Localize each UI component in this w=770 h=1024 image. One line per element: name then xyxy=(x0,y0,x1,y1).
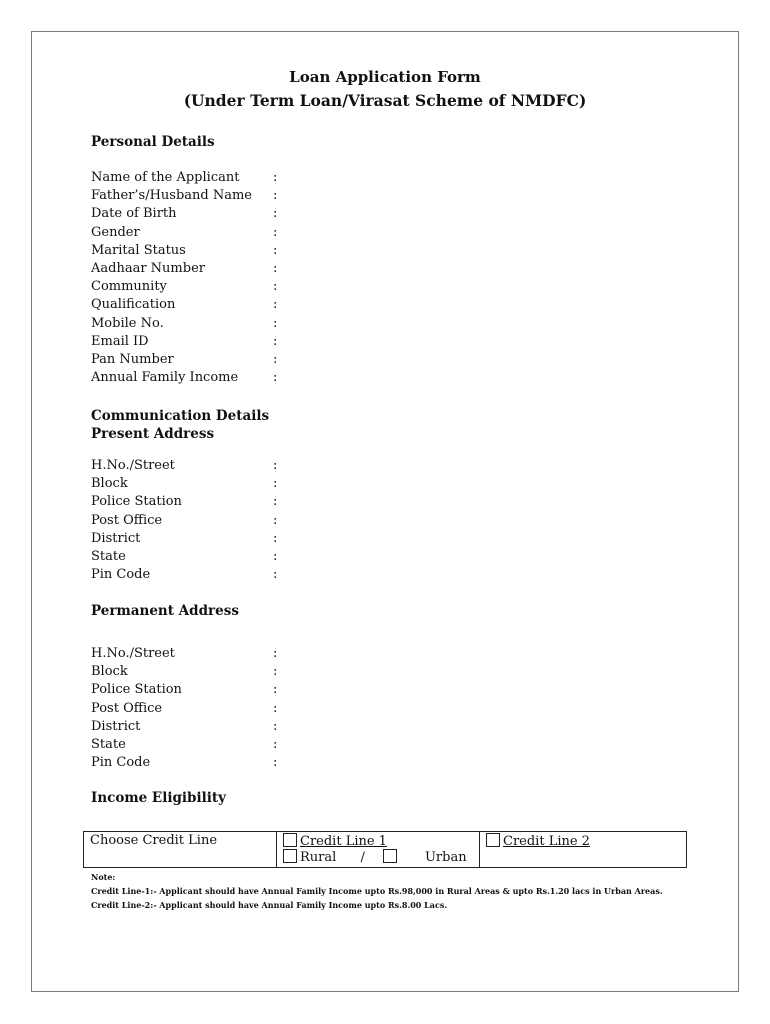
form-subtitle: (Under Term Loan/Virasat Scheme of NMDFC) xyxy=(183,91,587,110)
permanent-address-field-label: Pin Code xyxy=(91,755,151,771)
personal-field-label: Marital Status xyxy=(91,242,186,258)
personal-field-value-field[interactable] xyxy=(286,369,666,385)
rural-label: Rural xyxy=(300,850,337,865)
present-address-field-label: H.No./Street xyxy=(91,458,175,473)
present-address-field-row xyxy=(91,566,278,584)
permanent-address-field-label: State xyxy=(91,736,126,752)
personal-field-row xyxy=(91,224,278,242)
present-address-field-value-field[interactable] xyxy=(286,475,666,491)
present-address-field-value-field[interactable] xyxy=(286,530,666,546)
permanent-address-field-colon: : xyxy=(273,736,278,752)
personal-field-label: Pan Number xyxy=(91,351,174,367)
personal-field-row xyxy=(91,296,278,314)
personal-field-colon: : xyxy=(273,315,278,331)
permanent-address-field-label: H.No./Street xyxy=(91,646,175,661)
personal-field-row xyxy=(91,333,278,351)
personal-field-value-field[interactable] xyxy=(286,333,666,349)
present-address-field-colon: : xyxy=(273,567,278,583)
personal-field-label: Gender xyxy=(91,224,140,240)
present-address-field-value-field[interactable] xyxy=(286,457,666,473)
personal-field-value-field[interactable] xyxy=(286,187,666,203)
personal-field-colon: : xyxy=(273,297,278,313)
personal-field-colon: : xyxy=(273,260,278,276)
present-address-field-label: Post Office xyxy=(91,512,163,528)
permanent-address-field-colon: : xyxy=(273,755,278,771)
personal-field-value-field[interactable] xyxy=(286,315,666,331)
permanent-address-field-colon: : xyxy=(273,646,278,661)
present-address-field-colon: : xyxy=(273,476,278,492)
present-address-field-colon: : xyxy=(273,494,278,510)
personal-field-row xyxy=(91,351,278,369)
personal-field-label: Date of Birth xyxy=(91,206,177,222)
present-address-field-value-field[interactable] xyxy=(286,493,666,509)
present-address-fields xyxy=(91,457,278,584)
form-page xyxy=(31,31,739,992)
permanent-address-field-label: Police Station xyxy=(91,682,182,698)
present-address-field-value-field[interactable] xyxy=(286,548,666,564)
permanent-address-field-row xyxy=(91,700,278,718)
personal-field-value-field[interactable] xyxy=(286,278,666,294)
present-address-field-colon: : xyxy=(273,548,278,564)
personal-field-label: Email ID xyxy=(91,333,149,349)
present-address-field-row xyxy=(91,493,278,511)
permanent-address-field-label: Block xyxy=(91,664,128,680)
note-credit-line-1: Credit Line-1:- Applicant should have Annual Family Income upto Rs.98,000 in Rural Areas & upto Rs.1.20 lacs in Urban Areas. xyxy=(91,886,663,896)
permanent-address-field-row xyxy=(91,681,278,699)
personal-field-colon: : xyxy=(273,242,278,258)
personal-field-colon: : xyxy=(273,170,278,185)
rural-urban-separator: / xyxy=(360,850,365,865)
personal-field-value-field[interactable] xyxy=(286,260,666,276)
permanent-address-field-label: District xyxy=(91,718,141,734)
urban-label: Urban xyxy=(424,850,467,865)
permanent-address-field-value-field[interactable] xyxy=(286,681,666,697)
present-address-field-colon: : xyxy=(273,512,278,528)
permanent-address-field-row xyxy=(91,645,278,663)
present-address-field-row xyxy=(91,512,278,530)
personal-field-colon: : xyxy=(273,224,278,240)
urban-checkbox[interactable] xyxy=(383,849,397,863)
present-address-field-label: Block xyxy=(91,476,128,492)
permanent-address-field-row xyxy=(91,663,278,681)
personal-field-value-field[interactable] xyxy=(286,351,666,367)
rural-checkbox[interactable] xyxy=(283,849,297,863)
permanent-address-field-value-field[interactable] xyxy=(286,645,666,661)
present-address-field-row xyxy=(91,548,278,566)
personal-field-row xyxy=(91,369,278,387)
present-address-field-label: Pin Code xyxy=(91,567,151,583)
permanent-address-field-colon: : xyxy=(273,664,278,680)
personal-field-row xyxy=(91,205,278,223)
permanent-address-field-label: Post Office xyxy=(91,700,163,716)
personal-field-value-field[interactable] xyxy=(286,205,666,221)
permanent-address-field-value-field[interactable] xyxy=(286,736,666,752)
permanent-address-field-colon: : xyxy=(273,700,278,716)
permanent-address-field-row xyxy=(91,754,278,772)
personal-details-fields xyxy=(91,169,278,387)
personal-field-value-field[interactable] xyxy=(286,224,666,240)
present-address-field-row xyxy=(91,530,278,548)
present-address-field-label: State xyxy=(91,548,126,564)
permanent-address-field-value-field[interactable] xyxy=(286,663,666,679)
personal-field-colon: : xyxy=(273,333,278,349)
note-credit-line-2: Credit Line-2:- Applicant should have Annual Family Income upto Rs.8.00 Lacs. xyxy=(91,900,448,910)
permanent-address-field-row xyxy=(91,736,278,754)
present-address-field-row xyxy=(91,475,278,493)
personal-field-row xyxy=(91,242,278,260)
credit-line-2-option[interactable] xyxy=(486,833,680,849)
permanent-address-field-value-field[interactable] xyxy=(286,700,666,716)
present-address-field-label: District xyxy=(91,530,141,546)
income-eligibility-heading: Income Eligibility xyxy=(91,790,226,806)
present-address-field-label: Police Station xyxy=(91,494,182,510)
personal-field-label: Qualification xyxy=(91,297,176,313)
present-address-field-row xyxy=(91,457,278,475)
personal-field-row xyxy=(91,260,278,278)
personal-field-label: Annual Family Income xyxy=(91,370,239,386)
permanent-address-field-value-field[interactable] xyxy=(286,718,666,734)
personal-field-colon: : xyxy=(273,279,278,295)
present-address-field-colon: : xyxy=(273,530,278,546)
present-address-field-value-field[interactable] xyxy=(286,512,666,528)
personal-field-colon: : xyxy=(273,351,278,367)
personal-field-label: Father’s/Husband Name xyxy=(91,188,253,204)
communication-details-heading: Communication Details xyxy=(91,408,270,424)
personal-field-label: Name of the Applicant xyxy=(91,170,240,185)
permanent-address-field-colon: : xyxy=(273,718,278,734)
personal-field-value-field[interactable] xyxy=(286,296,666,312)
credit-line-2-label: Credit Line 2 xyxy=(503,834,590,849)
present-address-field-colon: : xyxy=(273,458,278,473)
personal-field-row xyxy=(91,169,278,187)
permanent-address-field-colon: : xyxy=(273,682,278,698)
personal-field-colon: : xyxy=(273,206,278,222)
permanent-address-fields xyxy=(91,645,278,772)
personal-field-label: Aadhaar Number xyxy=(91,260,205,276)
credit-line-1-checkbox[interactable] xyxy=(283,833,297,847)
credit-line-1-option[interactable] xyxy=(283,833,473,849)
form-title: Loan Application Form xyxy=(289,68,481,86)
credit-line-table xyxy=(83,831,687,868)
personal-field-colon: : xyxy=(273,370,278,386)
personal-details-heading: Personal Details xyxy=(91,134,215,150)
personal-field-value-field[interactable] xyxy=(286,242,666,258)
personal-field-value-field[interactable] xyxy=(286,169,666,185)
note-heading: Note: xyxy=(91,872,116,882)
credit-line-2-checkbox[interactable] xyxy=(486,833,500,847)
personal-field-row xyxy=(91,187,278,205)
credit-line-2-cell xyxy=(480,832,687,868)
choose-credit-line-label: Choose Credit Line xyxy=(84,832,277,868)
personal-field-label: Mobile No. xyxy=(91,315,164,331)
permanent-address-heading: Permanent Address xyxy=(91,603,239,619)
present-address-field-value-field[interactable] xyxy=(286,566,666,582)
personal-field-row xyxy=(91,315,278,333)
credit-line-1-cell xyxy=(277,832,480,868)
personal-field-label: Community xyxy=(91,279,167,295)
present-address-heading: Present Address xyxy=(91,426,215,442)
permanent-address-field-value-field[interactable] xyxy=(286,754,666,770)
personal-field-row xyxy=(91,278,278,296)
personal-field-colon: : xyxy=(273,188,278,204)
credit-line-1-label: Credit Line 1 xyxy=(300,834,387,849)
permanent-address-field-row xyxy=(91,718,278,736)
